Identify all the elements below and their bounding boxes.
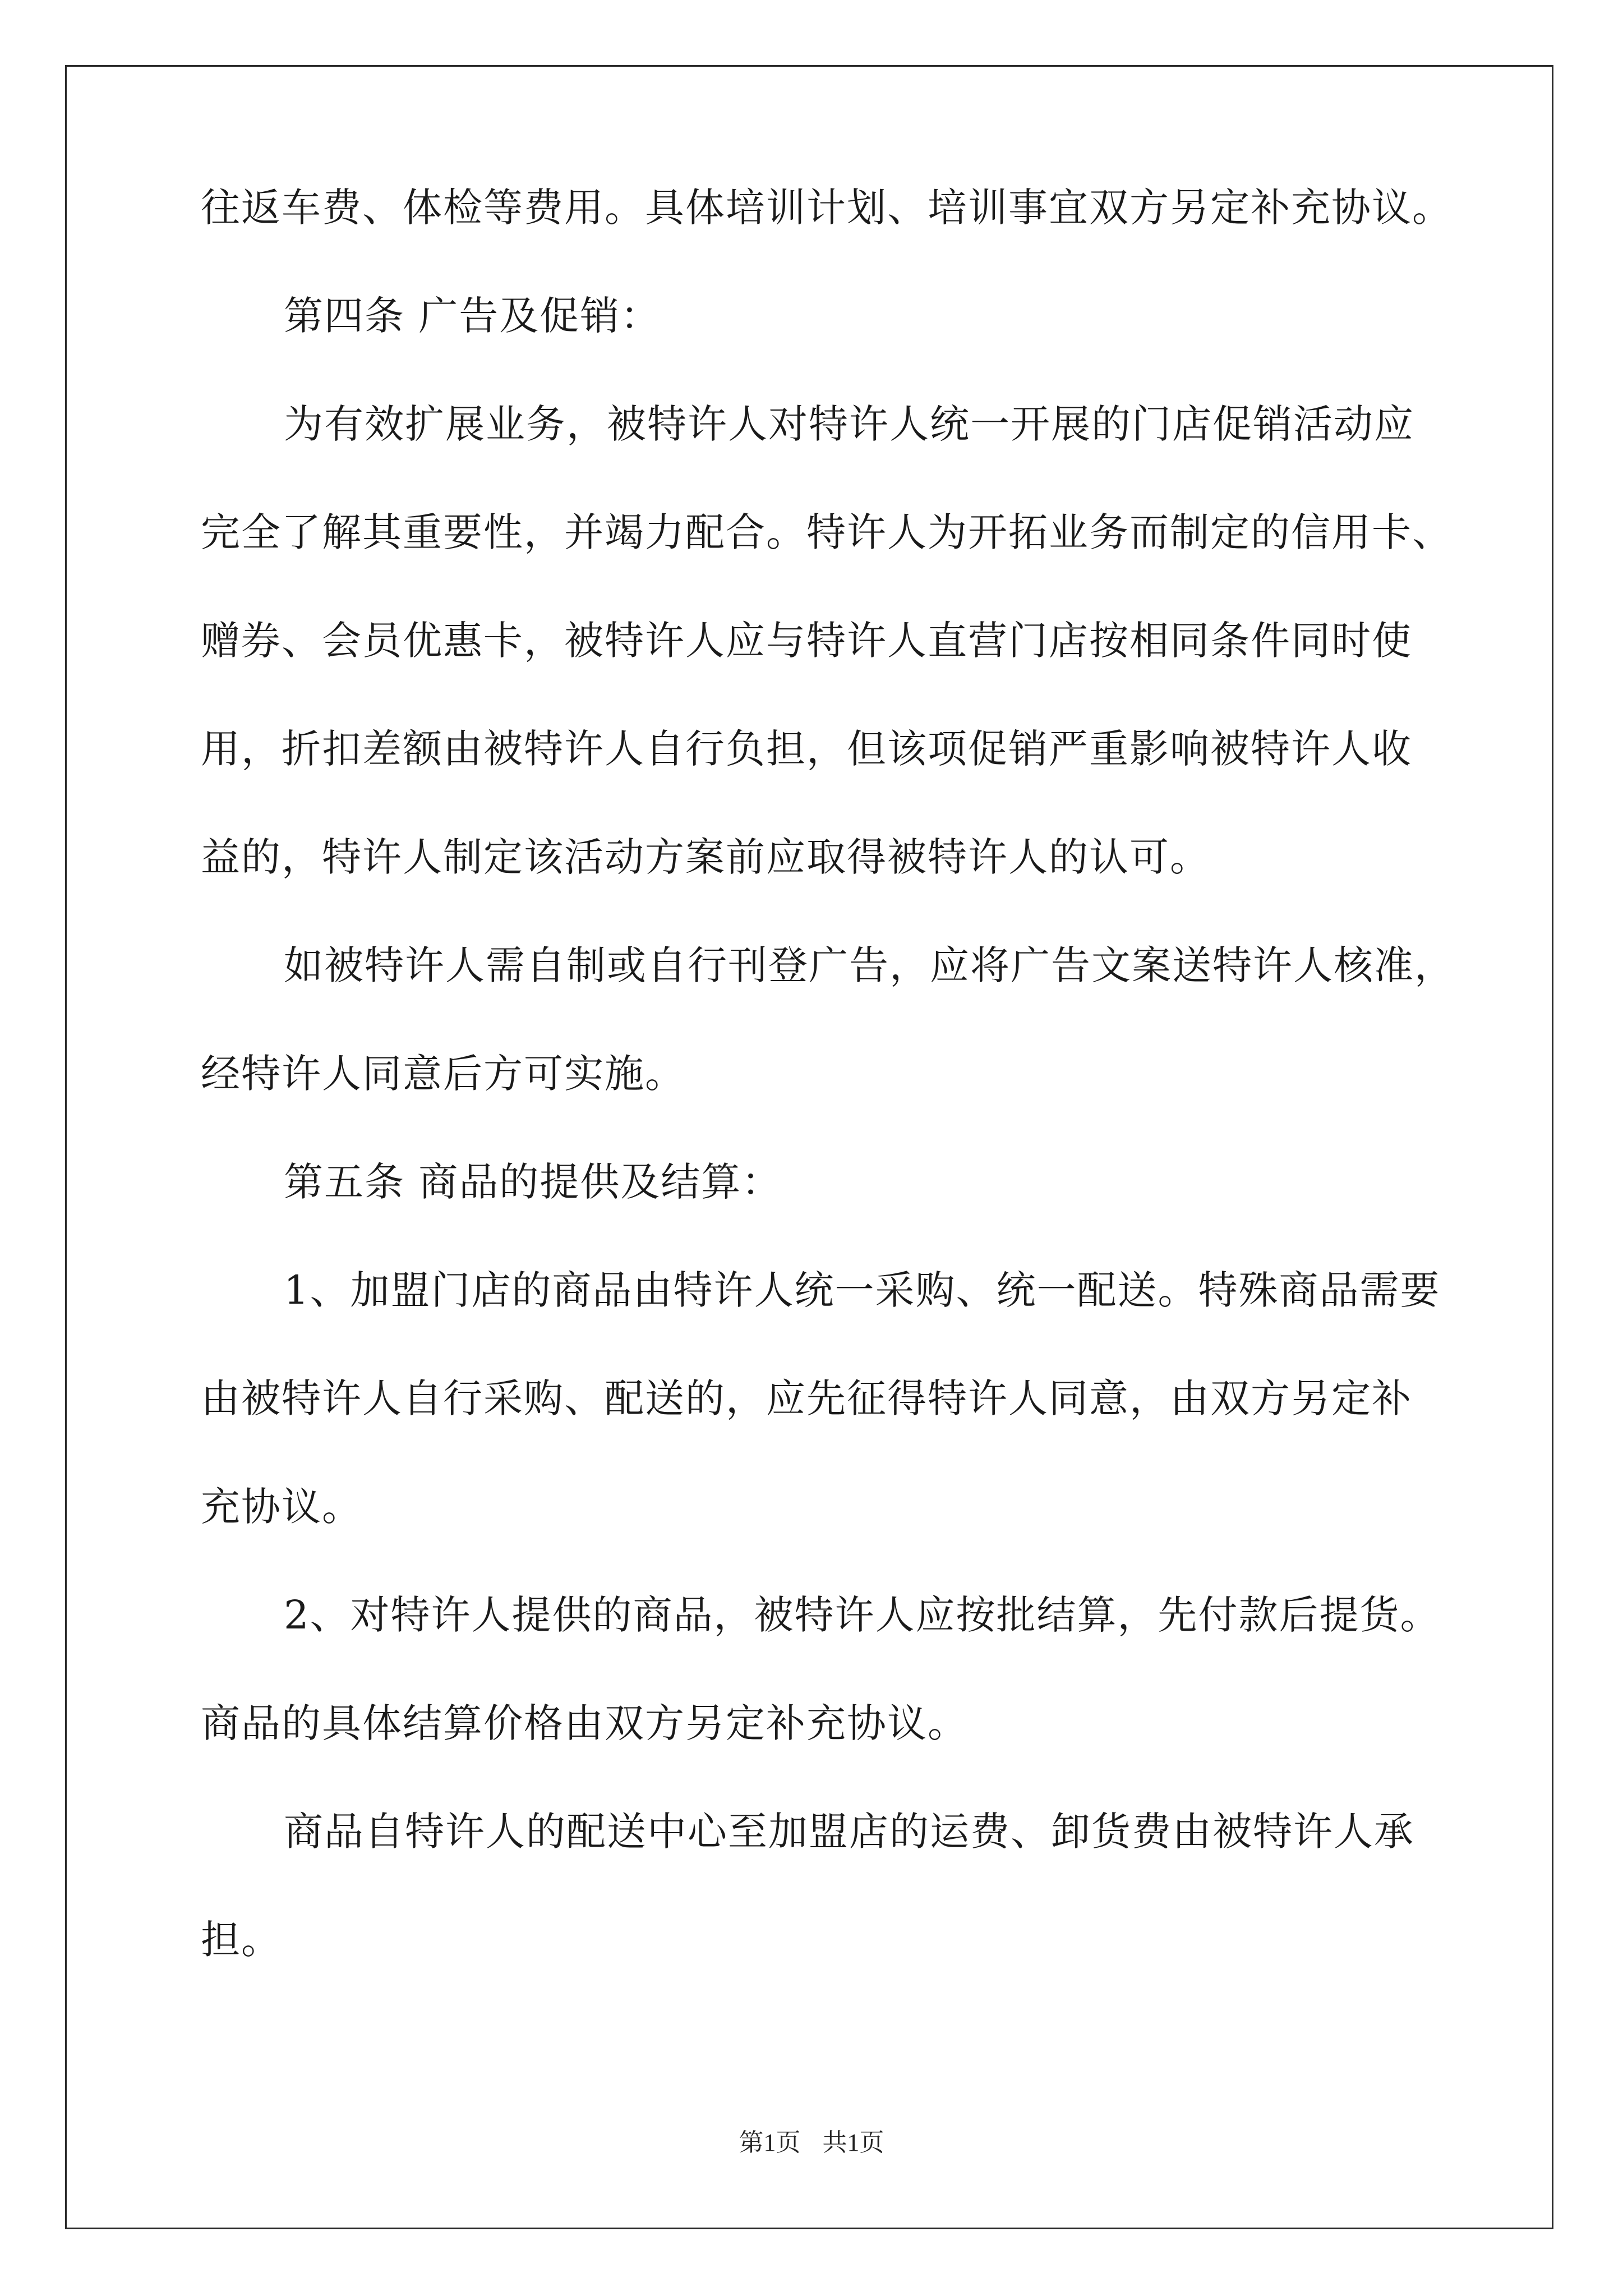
text-line: 完全了解其重要性，并竭力配合。特许人为开拓业务而制定的信用卡、 [201,509,1453,555]
text-line: 1、加盟门店的商品由特许人统一采购、统一配送。特殊商品需要 [284,1267,1441,1313]
text-line: 经特许人同意后方可实施。 [201,1051,685,1097]
text-line: 商品自特许人的配送中心至加盟店的运费、卸货费由被特许人承 [284,1809,1414,1855]
section-heading: 第四条 广告及促销： [284,293,661,339]
text-line: 充协议。 [201,1484,362,1530]
section-heading: 第五条 商品的提供及结算： [284,1159,782,1205]
text-line: 往返车费、体检等费用。具体培训计划、培训事宜双方另定补充协议。 [201,185,1453,231]
text-line: 由被特许人自行采购、配送的，应先征得特许人同意，由双方另定补 [201,1375,1412,1421]
document-body [201,185,1455,2028]
text-line: 如被特许人需自制或自行刊登广告，应将广告文案送特许人核准， [284,942,1455,988]
text-line: 2、对特许人提供的商品，被特许人应按批结算，先付款后提货。 [284,1592,1441,1638]
text-line: 商品的具体结算价格由双方另定补充协议。 [201,1700,968,1746]
text-line: 用，折扣差额由被特许人自行负担，但该项促销严重影响被特许人收 [201,726,1412,772]
text-line: 赠券、会员优惠卡，被特许人应与特许人直营门店按相同条件同时使 [201,618,1412,664]
text-line: 为有效扩展业务，被特许人对特许人统一开展的门店促销活动应 [284,401,1414,447]
page-footer [0,2129,1623,2157]
page-total: 共1页 [822,2129,884,2156]
text-line: 担。 [201,1917,282,1963]
text-line: 益的，特许人制定该活动方案前应取得被特许人的认可。 [201,834,1210,880]
page-number: 第1页 [739,2129,801,2156]
